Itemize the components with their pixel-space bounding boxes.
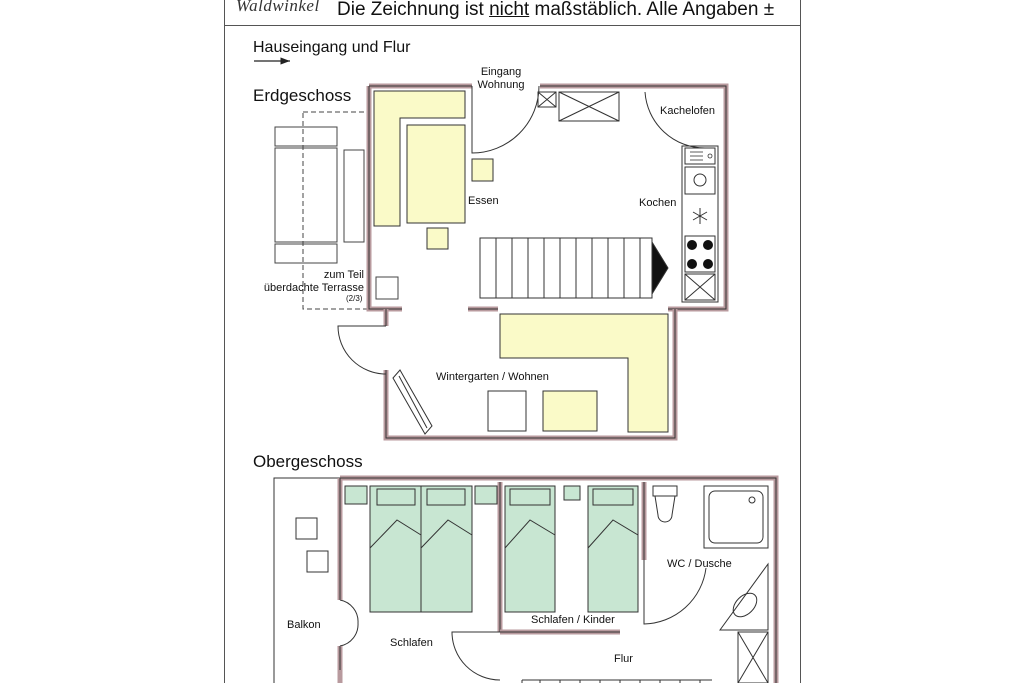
fridge-snowflake-icon: [693, 208, 707, 224]
dining-chair-1: [472, 159, 493, 181]
tiled-stove-outline: [645, 92, 705, 148]
label-terrace: [252, 269, 364, 295]
label-conservatory: Wintergarten / Wohnen: [436, 371, 549, 383]
balcony-chair: [307, 551, 328, 572]
bath-sink-icon: [720, 564, 768, 630]
terrace-bench-side: [344, 150, 364, 242]
dining-chair-2: [427, 228, 448, 249]
terrace-table: [275, 148, 337, 242]
label-tiled-stove: Kachelofen: [660, 105, 716, 117]
kids-bed-left: [505, 486, 555, 612]
label-wc-shower: WC / Dusche: [667, 558, 732, 570]
terrace-bench-top: [275, 127, 337, 146]
label-terrace-line2: überdachte Terrasse: [263, 282, 364, 294]
balcony-door-swing: [340, 600, 358, 646]
label-bedroom: Schlafen: [390, 637, 433, 649]
label-terrace-line1: zum Teil: [323, 269, 364, 281]
dining-table: [407, 125, 465, 223]
label-kitchen: Kochen: [639, 197, 677, 209]
entrance-door-swing: [472, 86, 539, 153]
label-entrance-line1: Eingang: [480, 66, 522, 78]
brand-logo: Waldwinkel: [236, 0, 320, 15]
conservatory-armchair: [488, 391, 526, 431]
bedroom-door-swing: [452, 632, 500, 680]
label-entrance: [472, 66, 530, 92]
disclaimer-text-end: maßstäblich. Alle Angaben ±: [529, 0, 775, 20]
tv-icon: [393, 370, 432, 434]
conservatory-table: [543, 391, 597, 431]
label-dining: Essen: [468, 195, 499, 207]
toilet-icon: [653, 486, 677, 522]
nightstand-right: [475, 486, 497, 504]
terrace-pot: [376, 277, 398, 299]
ground-floor-title: Erdgeschoss: [253, 86, 352, 105]
conservatory-door-swing: [338, 326, 386, 374]
sink-icon: [685, 167, 715, 194]
nightstand-left: [345, 486, 367, 504]
stair-direction-arrow-icon: [652, 242, 668, 294]
entrance-legend: Hauseingang und Flur: [253, 39, 411, 56]
label-kids-bedroom: Schlafen / Kinder: [531, 614, 615, 626]
double-bed: [370, 486, 472, 612]
balcony-outline: [274, 478, 340, 683]
label-balcony: Balkon: [287, 619, 321, 631]
kids-bed-right: [588, 486, 638, 612]
balcony-table: [296, 518, 317, 539]
terrace-bench-bottom: [275, 244, 337, 263]
shower-icon: [704, 486, 768, 548]
disclaimer-emphasis: nicht: [489, 0, 530, 20]
kids-nightstand: [564, 486, 580, 500]
label-hallway: Flur: [614, 653, 633, 665]
upper-floor-plan: [274, 478, 776, 683]
ground-floor-plan: [275, 86, 726, 438]
disclaimer-text-start: Die Zeichnung ist: [337, 0, 490, 20]
label-entrance-line2: Wohnung: [477, 79, 525, 91]
upper-floor-title: Obergeschoss: [253, 452, 363, 471]
label-terrace-note: (2/3): [346, 294, 363, 303]
staircase: [480, 238, 668, 298]
